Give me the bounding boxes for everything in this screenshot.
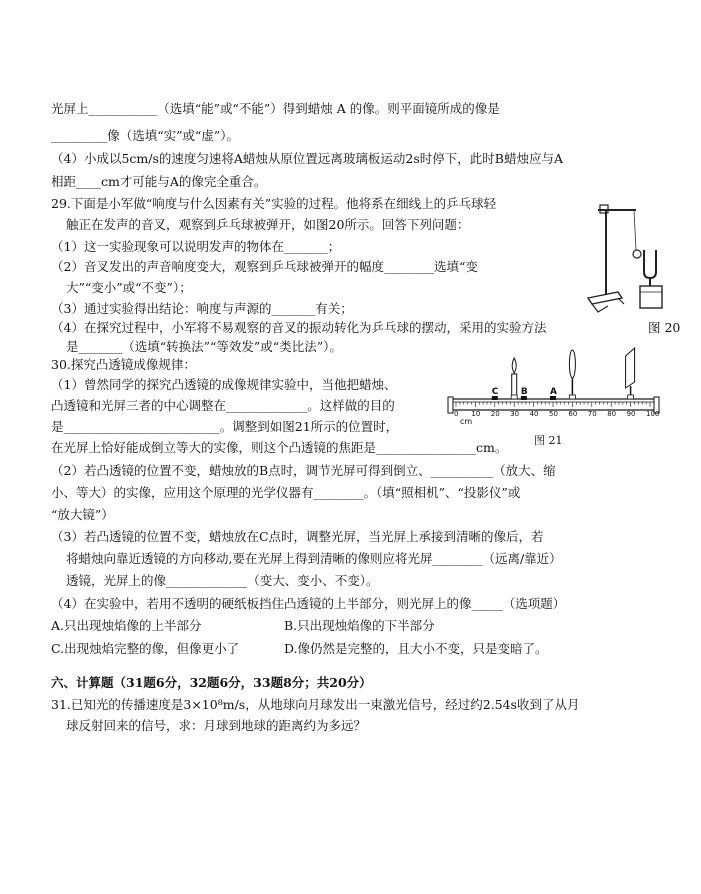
- question-29-2: （2）音叉发出的声音响度变大，观察到乒乓球被弹开的幅度________选填“变: [51, 259, 478, 274]
- question-30-4: （4）在实验中，若用不透明的硬纸板挡住凸透镜的上半部分，则光屏上的像_____（选项题）: [51, 596, 566, 611]
- question-30-2-cont-b: “放大镜”）: [51, 507, 114, 522]
- light-screen: [626, 348, 635, 388]
- tick-label: 10: [471, 410, 481, 418]
- scale-zero: 0: [454, 410, 459, 418]
- question-30-1-cont-b: 是_________________________。调整到如图21所示的位置时，: [51, 419, 399, 434]
- text-line-3: （4）小成以5cm/s的速度匀速将A蜡烛从原位置远离玻璃板运动2s时停下，此时B蜡烛应与A: [51, 151, 563, 166]
- figure-21: [440, 346, 665, 441]
- point-label-c: C: [491, 387, 499, 397]
- text-line-2: _________像（选填“实”或“虚”）。: [51, 128, 240, 143]
- question-29-2-cont: 大”“变小”或“不变”）；: [66, 280, 192, 295]
- question-30-2-cont-a: 小、等大）的实像，应用这个原理的光学仪器有________。（填“照相机”、“投影仪”或: [51, 485, 521, 500]
- candle: [512, 374, 517, 396]
- tick-label: 100: [646, 410, 660, 418]
- tick-label: 60: [568, 410, 578, 418]
- tick-label: 80: [607, 410, 617, 418]
- tick-label: 50: [549, 410, 558, 418]
- question-30-1-cont-a: 凸透镜和光屏三者的中心调整在_____________。这样做的目的: [51, 398, 395, 413]
- option-d: D.像仍然是完整的，且大小不变，只是变暗了。: [284, 641, 548, 656]
- resonance-box: [640, 286, 662, 308]
- question-29-3: （3）通过实验得出结论：响度与声源的_______有关；: [51, 301, 353, 316]
- optical-bench: [440, 346, 665, 441]
- tick-label: 70: [587, 410, 597, 418]
- text-line-6: 触正在发声的音叉，观察到乒乓球被弹开，如图20所示。回答下列问题：: [66, 217, 470, 232]
- candle-flame: [512, 358, 516, 373]
- question-29-4-cont: 是_______（选填“转换法”“等效发”或“类比法”）。: [66, 339, 342, 354]
- question-30-title: 30.探究凸透镜成像规律：: [51, 357, 196, 372]
- option-c: C.出现烛焰完整的像，但像更小了: [51, 641, 240, 656]
- text-line-4: 相距____cm才可能与A的像完全重合。: [51, 174, 267, 189]
- question-29-title: 29.下面是小军做“响度与什么因素有关”实验的过程。他将系在细线上的乒乓球轻: [51, 196, 497, 211]
- tuning-fork: [644, 250, 656, 278]
- question-30-2: （2）若凸透镜的位置不变，蜡烛放的B点时，调节光屏可得到倒立、__________（放大、缩: [51, 463, 556, 478]
- thread: [634, 210, 636, 250]
- text-line-1: 光屏上___________（选填“能”或“不能”）得到蜡烛 A 的像。则平面镜所成的像是: [51, 101, 500, 116]
- tick-label: 40: [529, 410, 539, 418]
- question-30-1: （1）曾然同学的探究凸透镜的成像规律实验中，当他把蜡烛、: [51, 377, 397, 392]
- tick-label: 90: [626, 410, 636, 418]
- scale-unit: cm: [460, 417, 473, 426]
- question-30-3-cont-a: 将蜡烛向靠近透镜的方向移动,要在光屏上得到清晰的像则应将光屏________（远离/靠近）: [66, 551, 562, 566]
- question-30-1-cont-c: 在光屏上恰好能成倒立等大的实像，则这个凸透镜的焦距是________________cm。: [51, 440, 508, 455]
- tick-label: 30: [510, 410, 520, 418]
- figure-21-label: 图 21: [534, 434, 563, 447]
- question-29-1: （1）这一实验现象可以说明发声的物体在_______；: [51, 239, 341, 254]
- question-30-3: （3）若凸透镜的位置不变，蜡烛放在C点时，调整光屏，当光屏上承接到清晰的像后，若: [51, 529, 544, 544]
- question-31: 31.已知光的传播速度是3×10⁸m/s，从地球向月球发出一束激光信号，经过约2.54s收到了从月: [51, 697, 580, 712]
- point-label-b: B: [520, 387, 528, 397]
- question-31-cont: 球反射回来的信号，求：月球到地球的距离约为多远？: [66, 718, 367, 733]
- tick-label: 20: [490, 410, 500, 418]
- figure-20-label: 图 20: [648, 320, 681, 335]
- question-29-4: （4）在探究过程中，小军将不易观察的音叉的振动转化为乒乓球的摆动，采用的实验方法: [51, 320, 547, 335]
- ping-pong-ball: [633, 250, 641, 258]
- option-b: B.只出现烛焰像的下半部分: [284, 618, 435, 633]
- section-6-heading: 六、计算题（31题6分，32题6分，33题8分；共20分）: [51, 675, 372, 690]
- point-label-a: A: [550, 387, 557, 397]
- option-a: A.只出现烛焰像的上半部分: [51, 618, 202, 633]
- convex-lens: [569, 350, 575, 378]
- question-30-3-cont-b: 透镜，光屏上的像_____________（变大、变小、不变）。: [66, 573, 379, 588]
- bench-rail: [450, 399, 657, 410]
